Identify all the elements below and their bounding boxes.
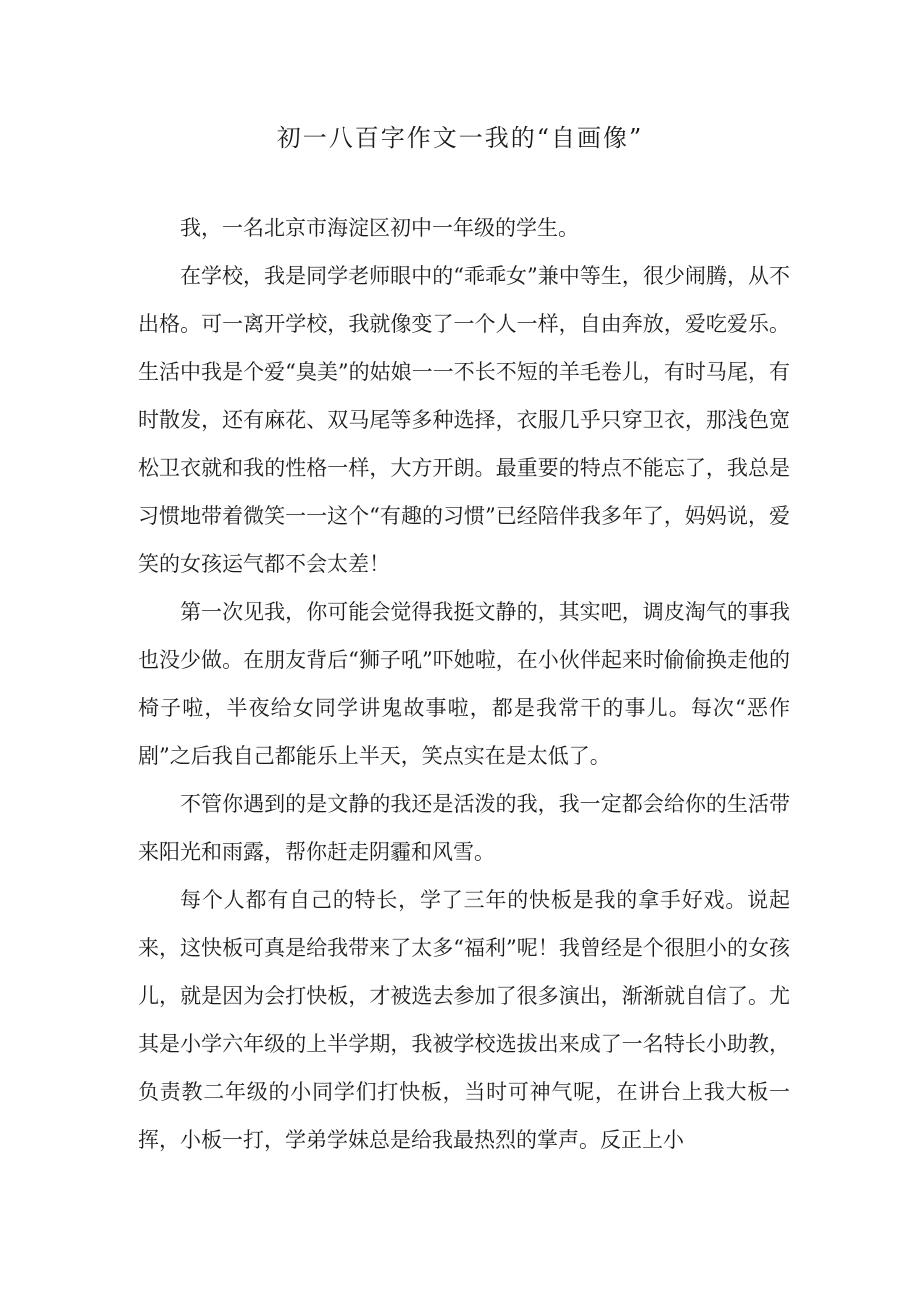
- document-body: [138, 204, 790, 1164]
- paragraph-5: 每个人都有自己的特长，学了三年的快板是我的拿手好戏。说起来，这快板可真是给我带来了太多“福利”呢！我曾经是个很胆小的女孩儿，就是因为会打快板，才被选去参加了很多演出，渐渐就自信了。尤其是小学六年级的上半学期，我被学校选拔出来成了一名特长小助教，负责教二年级的小同学们打快板，当时可神气呢，在讲台上我大板一挥，小板一打，学弟学妹总是给我最热烈的掌声。反正上小: [138, 888, 790, 1152]
- paragraph-3: 第一次见我，你可能会觉得我挺文静的，其实吧，调皮淘气的事我也没少做。在朋友背后“狮子吼”吓她啦，在小伙伴起来时偷偷换走他的椅子啦，半夜给女同学讲鬼故事啦，都是我常干的事儿。每次“恶作剧”之后我自己都能乐上半天，笑点实在是太低了。: [138, 600, 790, 768]
- paragraph-4: 不管你遇到的是文静的我还是活泼的我，我一定都会给你的生活带来阳光和雨露，帮你赶走阴霾和风雪。: [138, 792, 790, 864]
- paragraph-2: 在学校，我是同学老师眼中的“乖乖女”兼中等生，很少闹腾，从不出格。可一离开学校，我就像变了一个人一样，自由奔放，爱吃爱乐。生活中我是个爱“臭美”的姑娘一一不长不短的羊毛卷儿，有时马尾，有时散发，还有麻花、双马尾等多种选择，衣服几乎只穿卫衣，那浅色宽松卫衣就和我的性格一样，大方开朗。最重要的特点不能忘了，我总是习惯地带着微笑一一这个“有趣的习惯”已经陪伴我多年了，妈妈说，爱笑的女孩运气都不会太差！: [138, 264, 790, 576]
- paragraph-1: 我，一名北京市海淀区初中一年级的学生。: [180, 216, 579, 240]
- document-title: 初一八百字作文一我的“自画像”: [276, 124, 644, 152]
